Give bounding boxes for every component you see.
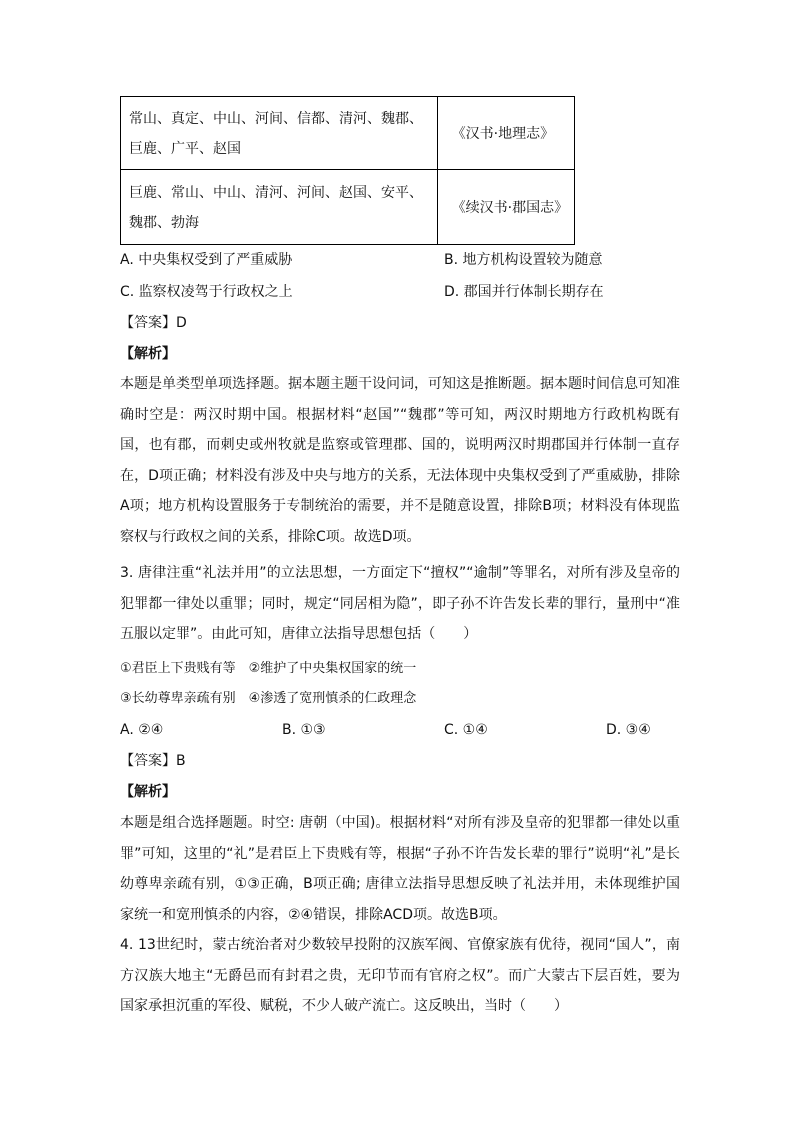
analysis-label: 【解析】: [120, 346, 176, 362]
option-b: B. ①③: [282, 722, 326, 738]
question-stem: 4. 13世纪时，蒙古统治者对少数较早投附的汉族军阀、官僚家族有优待，视同“国人”，南方汉族大地主“无爵邑而有封君之贵，无印节而有官府之权”。而广大蒙古下层百姓，要为国家承担沉重的军役、赋税，不少人破产流亡。这反映出，当时（ ）: [120, 937, 680, 1015]
option-c: C. ①④: [444, 722, 488, 738]
source-table: [120, 96, 575, 245]
table-row: [121, 97, 575, 170]
option-b: B. 地方机构设置较为随意: [444, 252, 603, 268]
table-cell-places: 巨鹿、常山、中山、清河、河间、赵国、安平、魏郡、勃海: [121, 170, 438, 245]
answer-label: 【答案】D: [120, 315, 187, 331]
question-stem: 3. 唐律注重“礼法并用”的立法思想，一方面定下“擅权”“逾制”等罪名，对所有涉及皇帝的犯罪都一律处以重罪；同时，规定“同居相为隐”，即子孙不许告发长辈的罪行，量刑中“准五服以定罪”。由此可知，唐律立法指导思想包括（ ）: [120, 565, 680, 643]
table-row: [121, 170, 575, 245]
question-4-block: [120, 930, 680, 1030]
option-a: A. 中央集权受到了严重威胁: [120, 252, 293, 268]
table-cell-source: 《汉书·地理志》: [437, 97, 574, 170]
analysis-text: 本题是组合选择题题。时空: 唐朝（中国)。根据材料“对所有涉及皇帝的犯罪都一律处以重罪”可知，这里的“礼”是君臣上下贵贱有等，根据“子孙不许告发长辈的罪行”说明“礼”是长幼尊卑亲疏有别，①③正确，B项正确; 唐律立法指导思想反映了礼法并用，未体现维护国家统一和宽刑慎杀的内容，②④错误，排除ACD项。故选B项。: [120, 815, 680, 923]
statement-line-2: ③长幼尊卑亲疏有别 ④渗透了宽刑慎杀的仁政理念: [120, 691, 417, 706]
table-cell-places: 常山、真定、中山、河间、信都、清河、魏郡、巨鹿、广平、赵国: [121, 97, 438, 170]
question-2-block: [120, 250, 680, 550]
analysis-text: 本题是单类型单项选择题。据本题主题干设问词，可知这是推断题。据本题时间信息可知准确时空是：两汉时期中国。根据材料“赵国”“魏郡”等可知，两汉时期地方行政机构既有国，也有郡，而刺史或州牧就是监察或管理郡、国的，说明两汉时期郡国并行体制一直存在，D项正确；材料没有涉及中央与地方的关系，无法体现中央集权受到了严重威胁，排除A项；地方机构设置服务于专制统治的需要，并不是随意设置，排除B项；材料没有体现监察权与行政权之间的关系，排除C项。故选D项。: [120, 376, 680, 545]
option-c: C. 监察权凌驾于行政权之上: [120, 284, 293, 300]
statement-line-1: ①君臣上下贵贱有等 ②维护了中央集权国家的统一: [120, 661, 417, 676]
analysis-label: 【解析】: [120, 784, 176, 800]
table-cell-source: 《续汉书·郡国志》: [437, 170, 574, 245]
option-d: D. 郡国并行体制长期存在: [444, 284, 604, 300]
option-d: D. ③④: [606, 722, 651, 738]
option-a: A. ②④: [120, 722, 164, 738]
question-3-block: [120, 558, 680, 928]
answer-label: 【答案】B: [120, 753, 186, 769]
